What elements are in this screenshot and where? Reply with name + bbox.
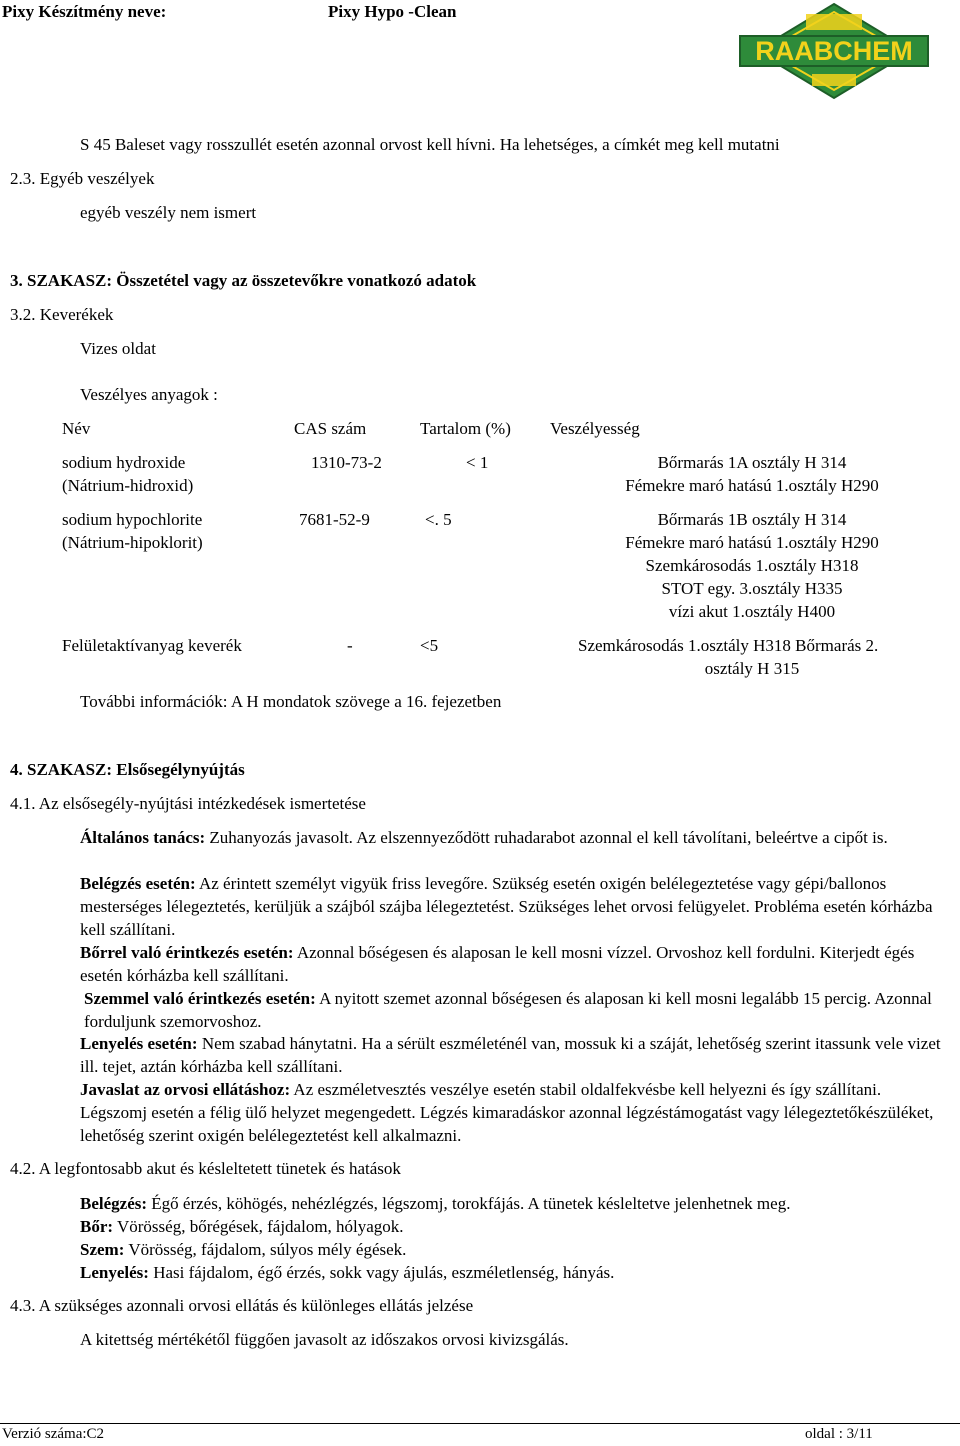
content-percent: < 1: [466, 453, 489, 472]
hazard-class: Fémekre maró hatású 1.osztály H290: [625, 476, 879, 495]
cas-number: 1310-73-2: [311, 453, 382, 472]
symptom-skin: Bőr: Vörösség, bőrégések, fájdalom, hólyagok.: [80, 1217, 404, 1236]
section-3-2-title: 3.2. Keverékek: [10, 305, 114, 324]
symptom-eye: Szem: Vörösség, fájdalom, súlyos mély égések.: [80, 1240, 407, 1259]
substance-name: sodium hypochlorite: [62, 510, 203, 529]
page-number: oldal : 3/11: [805, 1426, 873, 1442]
content-percent: <. 5: [425, 510, 452, 529]
section-2-3-text: egyéb veszély nem ismert: [80, 203, 257, 222]
first-aid-medical-advice: Javaslat az orvosi ellátáshoz: Az eszméletvesztés veszélye esetén stabil oldalfekvésbe kell helyezni és így szállítani. Légszomj esetén a félig ülő helyzet megengedett. Légzés kimaradáskor azonnal légzéstámogatást vagy lélegeztetőkészüléket, lehetőség szerint oxigén belélegeztetést kell alkalmazni.: [80, 1080, 934, 1145]
hazardous-substances-label: Veszélyes anyagok :: [80, 385, 218, 404]
first-aid-inhalation: Belégzés esetén: Az érintett személyt vigyük friss levegőre. Szükség esetén oxigén belélegeztetése vagy gépi/ballonos mesterséges lélegeztetés, kerüljük a szájból szájba lélegeztetést. Szükséges lehet orvosi felügyelet. Probléma esetén kórházba kell szállítani.: [80, 874, 933, 939]
hazard-class: Bőrmarás 1B osztály H 314: [657, 510, 847, 529]
hazard-class: osztály H 315: [704, 659, 800, 678]
logo-text: RAABCHEM: [755, 36, 913, 66]
hazard-class: vízi akut 1.osztály H400: [668, 602, 836, 621]
hazard-class: Szemkárosodás 1.osztály H318 Bőrmarás 2.: [578, 636, 879, 655]
product-name: Pixy Hypo -Clean: [328, 2, 457, 21]
content-percent: <5: [420, 636, 439, 655]
mixture-type: Vizes oldat: [80, 339, 156, 358]
section-4-1-title: 4.1. Az elsősegély-nyújtási intézkedések ismertetése: [10, 794, 366, 813]
more-info: További információk: A H mondatok szövege a 16. fejezetben: [80, 692, 502, 711]
column-header-name: Név: [62, 419, 91, 438]
hazard-class: STOT egy. 3.osztály H335: [661, 579, 843, 598]
version-number: Verzió száma:C2: [2, 1426, 105, 1442]
section-4-2-title: 4.2. A legfontosabb akut és késleltetett tünetek és hatások: [10, 1159, 401, 1178]
section-4-3-text: A kitettség mértékétől függően javasolt az időszakos orvosi kivizsgálás.: [80, 1330, 569, 1349]
column-header-cas: CAS szám: [294, 419, 367, 438]
substance-name: Felületaktívanyag keverék: [62, 636, 242, 655]
hazard-class: Fémekre maró hatású 1.osztály H290: [625, 533, 879, 552]
section-2-3-title: 2.3. Egyéb veszélyek: [10, 169, 155, 188]
first-aid-ingestion: Lenyelés esetén: Nem szabad hánytatni. Ha a sérült eszméleténél van, mossuk ki a száját, lehetőség szerint itassunk vele vizet ill. tejet, aztán kórházba kell szállítani.: [80, 1034, 941, 1076]
first-aid-eye: Szemmel való érintkezés esetén: A nyitott szemet azonnal bőségesen és alaposan ki kell mosni legalább 15 percig. Azonnal forduljunk szemorvoshoz.: [84, 989, 932, 1031]
first-aid-skin: Bőrrel való érintkezés esetén: Azonnal bőségesen és alaposan le kell mosni vízzel. Orvoshoz kell fordulni. Kiterjedt égés esetén kórházba kell szállítani.: [80, 943, 915, 985]
hazard-class: Szemkárosodás 1.osztály H318: [645, 556, 859, 575]
section-4-3-title: 4.3. A szükséges azonnali orvosi ellátás és különleges ellátás jelzése: [10, 1296, 474, 1315]
substance-name-hu: (Nátrium-hidroxid): [62, 476, 194, 495]
first-aid-general: Általános tanács: Zuhanyozás javasolt. Az elszennyeződött ruhadarabot azonnal el kell távolítani, beleértve a cipőt is.: [80, 828, 888, 847]
hazard-class: Bőrmarás 1A osztály H 314: [657, 453, 847, 472]
symptom-ingestion: Lenyelés: Hasi fájdalom, égő érzés, sokk vagy ájulás, eszméletlenség, hányás.: [80, 1263, 615, 1282]
column-header-content: Tartalom (%): [420, 419, 511, 438]
s45-statement: S 45 Baleset vagy rosszullét esetén azonnal orvost kell hívni. Ha lehetséges, a címkét meg kell mutatni: [80, 135, 780, 154]
substance-name: sodium hydroxide: [62, 453, 186, 472]
column-header-hazard: Veszélyesség: [550, 419, 640, 438]
section-4-title: 4. SZAKASZ: Elsősegélynyújtás: [10, 760, 245, 779]
product-name-label: Pixy Készítmény neve:: [2, 2, 167, 21]
section-3-title: 3. SZAKASZ: Összetétel vagy az összetevőkre vonatkozó adatok: [10, 271, 477, 290]
symptom-inhalation: Belégzés: Égő érzés, köhögés, nehézlégzés, légszomj, torokfájás. A tünetek késleltetve jelenhetnek meg.: [80, 1194, 791, 1213]
cas-number: 7681-52-9: [299, 510, 370, 529]
cas-number: -: [347, 636, 353, 655]
raabchem-logo: [736, 2, 932, 100]
substance-name-hu: (Nátrium-hipoklorit): [62, 533, 203, 552]
